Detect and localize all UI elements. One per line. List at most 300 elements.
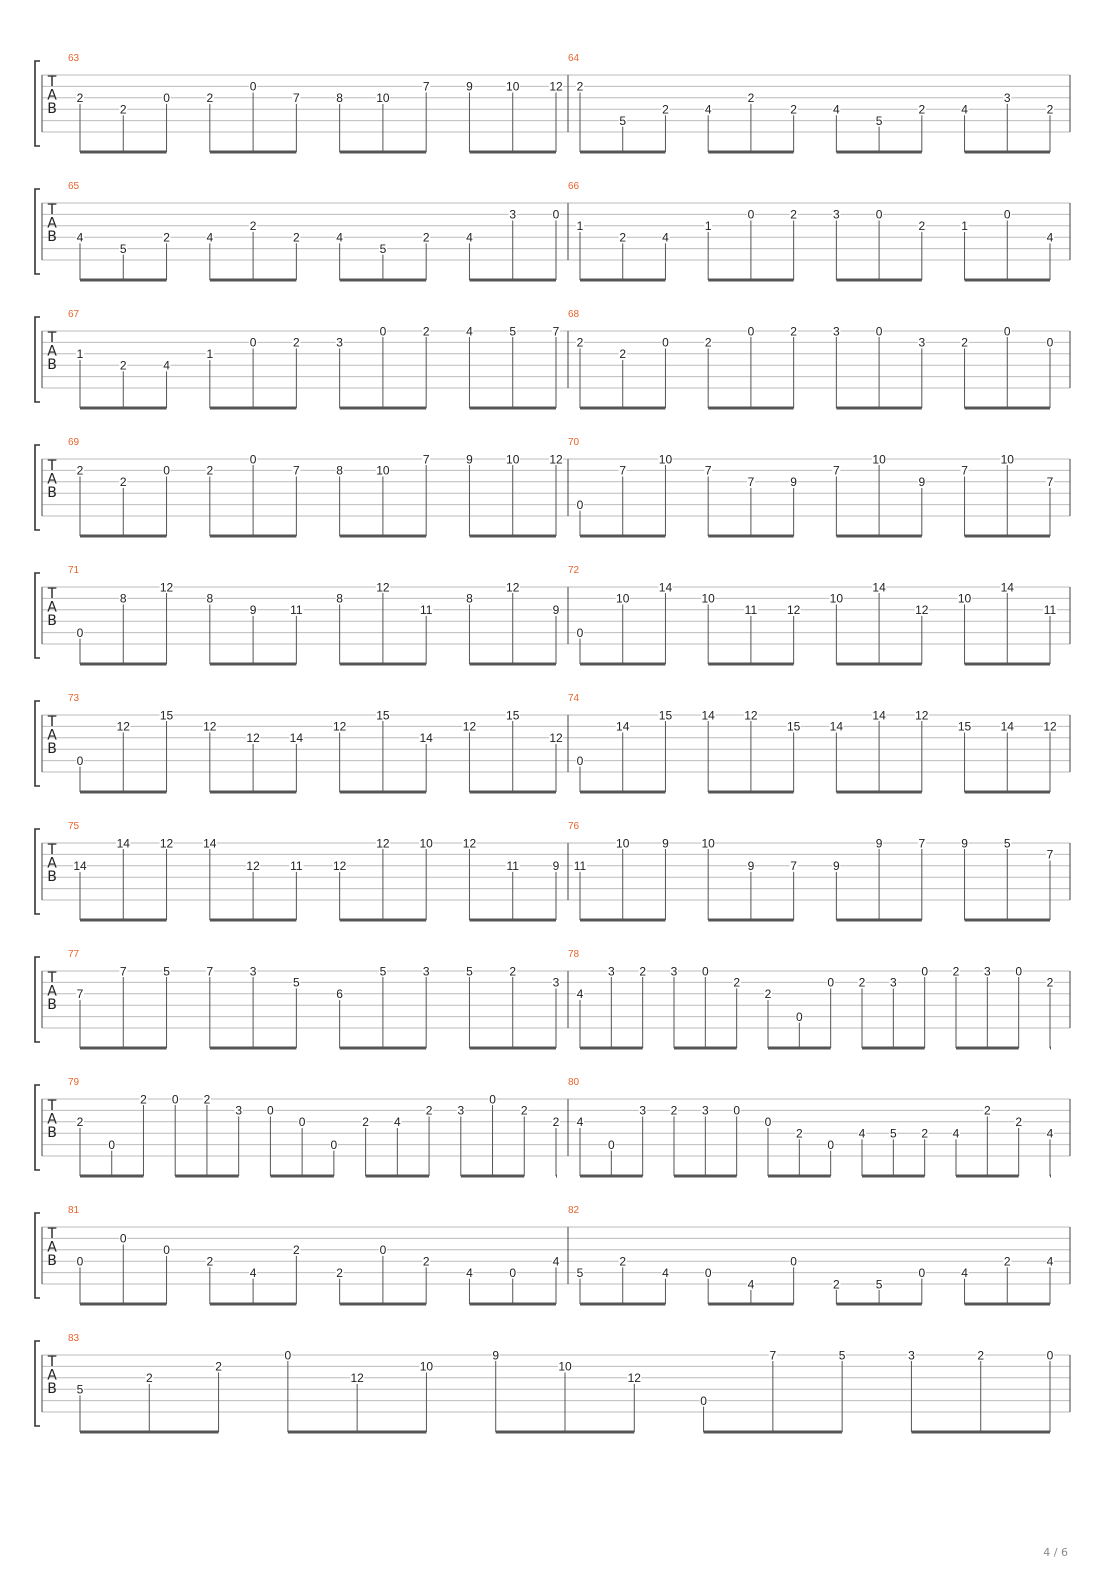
fret-number: 11: [290, 603, 303, 618]
fret-number: 0: [875, 324, 883, 339]
measure-number: 64: [568, 53, 580, 64]
note-beam: [340, 407, 427, 410]
fret-number: 0: [607, 1137, 615, 1152]
fret-number: 0: [171, 1092, 179, 1107]
fret-number: 10: [701, 836, 715, 851]
fret-number: 0: [119, 1231, 127, 1246]
fret-number: 4: [1046, 1126, 1054, 1141]
fret-number: 7: [293, 91, 300, 106]
fret-number: 0: [701, 964, 709, 979]
fret-number: 4: [961, 1265, 968, 1280]
fret-number: 2: [918, 219, 926, 234]
fret-number: 9: [492, 1348, 500, 1363]
fret-number: 0: [249, 452, 257, 467]
fret-number: 10: [376, 91, 390, 106]
tab-system: [35, 693, 1070, 794]
note-beam: [469, 663, 556, 666]
system-bracket: [35, 1085, 40, 1170]
note-beam: [580, 1175, 643, 1178]
fret-number: 3: [670, 964, 678, 979]
note-beam: [580, 407, 665, 410]
fret-number: 0: [267, 1103, 274, 1118]
fret-number: 2: [704, 335, 712, 350]
fret-number: 10: [658, 452, 673, 467]
fret-number: 2: [670, 1103, 678, 1118]
tab-clef-letter: T: [47, 970, 57, 986]
measure-number: 73: [68, 693, 80, 704]
page-number: 4 / 6: [1043, 1546, 1068, 1559]
tab-clef-letter: B: [47, 485, 57, 501]
note-beam: [956, 1175, 1019, 1178]
note-beam: [965, 663, 1050, 666]
system-bracket: [35, 61, 40, 146]
fret-number: 2: [576, 79, 584, 94]
tab-clef-letter: T: [47, 1354, 57, 1370]
note-beam: [340, 279, 427, 282]
tab-clef-letter: B: [47, 229, 57, 245]
fret-number: 5: [379, 964, 387, 979]
fret-number: 14: [116, 836, 130, 851]
note-beam: [210, 151, 297, 154]
fret-number: 0: [249, 79, 257, 94]
note-beam: [580, 279, 665, 282]
fret-number: 9: [662, 836, 669, 851]
system-bracket: [35, 1213, 40, 1298]
fret-number: 0: [1046, 1348, 1054, 1363]
note-beam: [210, 791, 297, 794]
fret-number: 7: [619, 463, 627, 478]
tab-clef-letter: B: [47, 997, 57, 1013]
note-beam: [708, 279, 793, 282]
fret-number: 7: [833, 463, 840, 478]
fret-number: 0: [875, 207, 883, 222]
fret-number: 0: [662, 335, 669, 350]
fret-number: 12: [350, 1371, 364, 1386]
fret-number: 0: [1003, 207, 1011, 222]
fret-number: 12: [915, 603, 929, 618]
note-beam: [580, 791, 665, 794]
fret-number: 10: [506, 452, 520, 467]
fret-number: 3: [235, 1103, 243, 1118]
fret-number: 0: [330, 1137, 338, 1152]
note-beam: [965, 151, 1050, 154]
tab-clef-letter: A: [47, 215, 57, 232]
note-beam: [469, 407, 556, 410]
fret-number: 8: [119, 591, 127, 606]
fret-number: 12: [246, 859, 260, 874]
fret-number: 14: [289, 731, 304, 746]
fret-number: 2: [140, 1092, 147, 1107]
note-beam: [80, 1303, 167, 1306]
tab-clef-letter: A: [47, 599, 57, 616]
fret-number: 12: [915, 708, 929, 723]
fret-number: 14: [616, 719, 630, 734]
note-beam: [340, 791, 427, 794]
note-beam: [340, 1047, 427, 1050]
fret-number: 0: [76, 1254, 84, 1269]
fret-number: 3: [639, 1103, 647, 1118]
tab-clef-letter: A: [47, 343, 57, 360]
fret-number: 7: [293, 463, 300, 478]
fret-number: 4: [249, 1265, 257, 1280]
fret-number: 12: [332, 859, 347, 874]
note-beam: [708, 663, 793, 666]
measure-number: 72: [568, 565, 580, 576]
fret-number: 7: [790, 859, 797, 874]
tab-clef-letter: B: [47, 741, 57, 757]
tab-clef-letter: A: [47, 1367, 57, 1384]
fret-number: 8: [466, 591, 473, 606]
fret-number: 2: [952, 964, 960, 979]
note-beam: [80, 407, 167, 410]
note-beam: [340, 535, 427, 538]
system-bracket: [35, 957, 40, 1042]
tab-clef-letter: T: [47, 1226, 57, 1242]
fret-number: 2: [764, 987, 772, 1002]
measure-number: 82: [568, 1205, 580, 1216]
fret-number: 0: [298, 1115, 306, 1130]
fret-number: 3: [833, 207, 840, 222]
fret-number: 15: [658, 708, 673, 723]
note-beam: [210, 279, 297, 282]
system-bracket: [35, 573, 40, 658]
fret-number: 3: [509, 207, 517, 222]
fret-number: 12: [246, 731, 260, 746]
fret-number: 6: [336, 987, 343, 1002]
fret-number: 12: [744, 708, 758, 723]
note-beam: [366, 1175, 429, 1178]
note-beam: [80, 791, 167, 794]
measure-number: 71: [68, 565, 80, 576]
fret-number: 9: [790, 475, 797, 490]
fret-number: 15: [159, 708, 174, 723]
fret-number: 2: [215, 1359, 222, 1374]
fret-number: 4: [662, 230, 669, 245]
tab-clef-letter: B: [47, 869, 57, 885]
measure-number: 63: [68, 53, 80, 64]
note-beam: [340, 151, 427, 154]
fret-number: 2: [733, 975, 741, 990]
fret-number: 5: [1003, 836, 1011, 851]
fret-number: 2: [76, 1115, 84, 1130]
fret-number: 11: [573, 859, 587, 874]
fret-number: 0: [284, 1348, 292, 1363]
fret-number: 4: [393, 1115, 401, 1130]
fret-number: 2: [145, 1371, 153, 1386]
fret-number: 2: [918, 102, 926, 117]
fret-number: 0: [163, 91, 170, 106]
fret-number: 2: [977, 1348, 985, 1363]
fret-number: 11: [290, 859, 303, 874]
system-bracket: [35, 829, 40, 914]
tab-system: [35, 1077, 1070, 1178]
note-beam: [469, 151, 556, 154]
note-beam: [580, 919, 665, 922]
tab-clef-letter: A: [47, 983, 57, 1000]
measure-number: 80: [568, 1077, 580, 1088]
fret-number: 12: [549, 452, 563, 467]
fret-number: 0: [733, 1103, 741, 1118]
fret-number: 14: [829, 719, 844, 734]
fret-number: 0: [249, 335, 257, 350]
measure-number: 76: [568, 821, 580, 832]
fret-number: 10: [872, 452, 886, 467]
note-beam: [580, 663, 665, 666]
fret-number: 0: [1015, 964, 1023, 979]
fret-number: 5: [838, 1348, 846, 1363]
fret-number: 7: [1046, 847, 1054, 862]
note-beam: [965, 1303, 1050, 1306]
fret-number: 2: [619, 230, 627, 245]
note-beam: [210, 919, 297, 922]
fret-number: 2: [76, 463, 84, 478]
measure-number: 68: [568, 309, 580, 320]
fret-number: 7: [552, 324, 560, 339]
fret-number: 5: [509, 324, 517, 339]
fret-number: 2: [119, 358, 127, 373]
fret-number: 0: [747, 324, 755, 339]
note-beam: [836, 151, 921, 154]
fret-number: 2: [983, 1103, 991, 1118]
fret-number: 0: [795, 1009, 803, 1024]
fret-number: 3: [983, 964, 991, 979]
fret-number: 7: [422, 79, 430, 94]
fret-number: 7: [747, 475, 755, 490]
note-beam: [1050, 1047, 1051, 1050]
fret-number: 9: [552, 859, 560, 874]
fret-number: 3: [908, 1348, 915, 1363]
fret-number: 9: [249, 603, 257, 618]
note-beam: [340, 919, 427, 922]
fret-number: 2: [619, 347, 627, 362]
fret-number: 2: [576, 335, 584, 350]
fret-number: 5: [163, 964, 170, 979]
tab-clef-letter: T: [47, 458, 57, 474]
fret-number: 9: [833, 859, 840, 874]
fret-number: 14: [1000, 580, 1014, 595]
fret-number: 11: [744, 603, 758, 618]
fret-number: 10: [701, 591, 715, 606]
fret-number: 11: [1043, 603, 1057, 618]
measure-number: 74: [568, 693, 580, 704]
fret-number: 4: [466, 324, 473, 339]
fret-number: 8: [336, 463, 343, 478]
fret-number: 0: [76, 625, 84, 640]
fret-number: 14: [872, 580, 886, 595]
fret-number: 14: [73, 859, 87, 874]
note-beam: [768, 1175, 831, 1178]
fret-number: 0: [163, 1243, 170, 1258]
tab-clef-letter: B: [47, 613, 57, 629]
fret-number: 0: [704, 1265, 712, 1280]
fret-number: 3: [457, 1103, 465, 1118]
note-beam: [461, 1175, 524, 1178]
fret-number: 2: [662, 102, 669, 117]
fret-number: 2: [520, 1103, 528, 1118]
fret-number: 2: [639, 964, 647, 979]
note-beam: [210, 407, 297, 410]
fret-number: 2: [203, 1092, 211, 1107]
note-beam: [704, 1431, 843, 1434]
measure-number: 83: [68, 1333, 80, 1344]
fret-number: 2: [795, 1126, 803, 1141]
fret-number: 7: [422, 452, 430, 467]
fret-number: 4: [466, 1265, 473, 1280]
fret-number: 2: [619, 1254, 627, 1269]
fret-number: 4: [466, 230, 473, 245]
tab-clef-letter: B: [47, 1125, 57, 1141]
fret-number: 0: [827, 1137, 835, 1152]
fret-number: 14: [203, 836, 217, 851]
fret-number: 10: [419, 1359, 434, 1374]
tab-system: [35, 437, 1070, 538]
fret-number: 3: [1003, 91, 1011, 106]
system-bracket: [35, 445, 40, 530]
fret-number: 12: [159, 580, 174, 595]
fret-number: 9: [466, 452, 473, 467]
fret-number: 9: [875, 836, 883, 851]
fret-number: 2: [833, 1277, 840, 1292]
fret-number: 2: [76, 91, 84, 106]
note-beam: [469, 279, 556, 282]
note-beam: [210, 1303, 297, 1306]
fret-number: 0: [747, 207, 755, 222]
fret-number: 9: [552, 603, 560, 618]
fret-number: 5: [379, 241, 387, 256]
fret-number: 3: [701, 1103, 709, 1118]
note-beam: [340, 663, 427, 666]
fret-number: 0: [576, 625, 584, 640]
fret-number: 2: [790, 207, 797, 222]
fret-number: 2: [921, 1126, 929, 1141]
note-beam: [956, 1047, 1019, 1050]
measure-number: 65: [68, 181, 80, 192]
note-beam: [836, 535, 921, 538]
tab-clef-letter: A: [47, 1111, 57, 1128]
note-beam: [556, 1175, 557, 1178]
fret-number: 10: [616, 591, 630, 606]
measure-number: 67: [68, 309, 80, 320]
fret-number: 2: [293, 230, 300, 245]
tab-clef-letter: A: [47, 855, 57, 872]
tab-system: [35, 1205, 1070, 1306]
system-bracket: [35, 317, 40, 402]
fret-number: 14: [658, 580, 673, 595]
fret-number: 1: [961, 219, 968, 234]
fret-number: 10: [558, 1359, 572, 1374]
note-beam: [80, 663, 167, 666]
fret-number: 4: [747, 1277, 755, 1292]
fret-number: 4: [206, 230, 214, 245]
fret-number: 2: [858, 975, 866, 990]
note-beam: [708, 407, 793, 410]
note-beam: [965, 279, 1050, 282]
note-beam: [965, 791, 1050, 794]
fret-number: 3: [607, 964, 615, 979]
tab-system: [35, 1333, 1070, 1434]
fret-number: 0: [918, 1265, 926, 1280]
fret-number: 8: [336, 91, 343, 106]
fret-number: 3: [833, 324, 840, 339]
fret-number: 11: [506, 859, 519, 874]
note-beam: [965, 919, 1050, 922]
fret-number: 2: [249, 219, 257, 234]
system-bracket: [35, 1341, 40, 1426]
tab-clef-letter: A: [47, 727, 57, 744]
note-beam: [580, 1303, 665, 1306]
note-beam: [340, 1303, 427, 1306]
tab-clef-letter: A: [47, 471, 57, 488]
tab-system: [35, 949, 1070, 1050]
note-beam: [708, 1303, 793, 1306]
note-beam: [768, 1047, 831, 1050]
tab-clef-letter: T: [47, 714, 57, 730]
fret-number: 7: [119, 964, 127, 979]
note-beam: [210, 663, 297, 666]
fret-number: 4: [576, 1115, 584, 1130]
tab-clef-letter: T: [47, 842, 57, 858]
fret-number: 1: [576, 219, 584, 234]
fret-number: 12: [1043, 719, 1057, 734]
measure-number: 77: [68, 949, 80, 960]
fret-number: 14: [872, 708, 886, 723]
fret-number: 3: [552, 975, 560, 990]
tab-clef-letter: B: [47, 1381, 57, 1397]
fret-number: 2: [1003, 1254, 1011, 1269]
fret-number: 7: [76, 987, 84, 1002]
system-bracket: [35, 701, 40, 786]
note-beam: [580, 151, 665, 154]
fret-number: 8: [336, 591, 343, 606]
fret-number: 12: [376, 836, 390, 851]
fret-number: 12: [332, 719, 347, 734]
fret-number: 1: [206, 347, 214, 362]
fret-number: 0: [700, 1393, 707, 1408]
fret-number: 4: [576, 987, 584, 1002]
fret-number: 0: [379, 324, 387, 339]
fret-number: 12: [159, 836, 174, 851]
fret-number: 14: [701, 708, 715, 723]
fret-number: 10: [506, 79, 520, 94]
fret-number: 2: [425, 1103, 433, 1118]
fret-number: 2: [206, 91, 214, 106]
fret-number: 7: [769, 1348, 777, 1363]
tab-clef-letter: T: [47, 330, 57, 346]
fret-number: 5: [875, 113, 883, 128]
fret-number: 11: [419, 603, 433, 618]
fret-number: 5: [76, 1382, 84, 1397]
fret-number: 0: [552, 207, 560, 222]
tab-system: [35, 53, 1070, 154]
fret-number: 12: [549, 79, 563, 94]
fret-number: 7: [918, 836, 926, 851]
note-beam: [1050, 1175, 1051, 1178]
note-beam: [580, 1047, 643, 1050]
note-beam: [210, 535, 297, 538]
fret-number: 12: [462, 719, 477, 734]
fret-number: 4: [833, 102, 840, 117]
fret-number: 2: [422, 1254, 430, 1269]
fret-number: 12: [462, 836, 477, 851]
note-beam: [580, 535, 665, 538]
fret-number: 0: [108, 1137, 116, 1152]
fret-number: 2: [119, 102, 127, 117]
fret-number: 2: [747, 91, 755, 106]
note-beam: [836, 1303, 921, 1306]
fret-number: 0: [921, 964, 929, 979]
note-beam: [80, 1431, 219, 1434]
note-beam: [288, 1431, 427, 1434]
